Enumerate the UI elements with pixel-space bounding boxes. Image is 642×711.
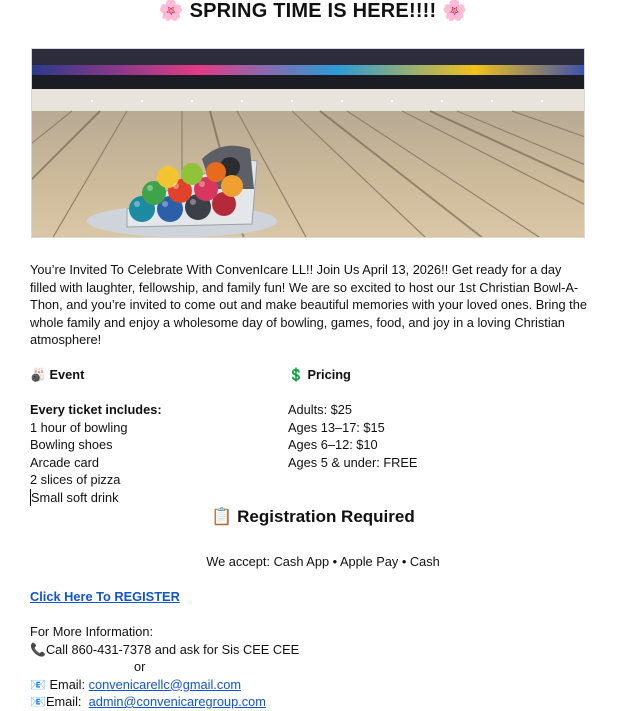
registration-heading: 📋 Registration Required — [211, 507, 415, 526]
list-item: 2 slices of pizza — [30, 472, 121, 487]
event-heading: 🎳 Event — [30, 367, 85, 382]
pricing-section — [288, 366, 588, 471]
payment-methods: We accept: Cash App • Apple Pay • Cash — [206, 554, 440, 569]
pricing-list — [288, 401, 588, 471]
register-link-wrap — [30, 588, 180, 606]
pricing-heading: 💲 Pricing — [288, 367, 351, 382]
list-item: Ages 6–12: $10 — [288, 437, 378, 452]
email-link-admin[interactable]: admin@convenicaregroup.com — [88, 694, 266, 709]
cherry-blossom-icon: 🌸 — [158, 0, 184, 22]
page-title — [0, 0, 626, 22]
email-icon: 📧 — [30, 676, 46, 692]
list-item: Small soft drink — [30, 489, 280, 507]
dollar-icon: 💲 — [288, 367, 304, 382]
contact-section — [30, 623, 299, 711]
event-section — [30, 366, 280, 506]
contact-label: For More Information: — [30, 624, 154, 639]
bowling-icon: 🎳 — [30, 367, 46, 382]
hero-image — [31, 48, 585, 238]
phone-icon: 📞 — [30, 641, 46, 657]
list-item: Bowling shoes — [30, 437, 113, 452]
ticket-includes-label: Every ticket includes: — [30, 402, 162, 417]
email-line-2: 📧Email: admin@convenicaregroup.com — [30, 694, 266, 709]
email-icon: 📧 — [30, 694, 46, 709]
or-line: or — [134, 659, 146, 674]
list-item: Adults: $25 — [288, 402, 353, 417]
phone-line: 📞Call 860-431-7378 and ask for Sis CEE CEE — [30, 641, 300, 657]
email-link-gmail[interactable]: convenicarellc@gmail.com — [88, 676, 242, 692]
list-item: 1 hour of bowling — [30, 419, 128, 435]
clipboard-icon: 📋 — [211, 507, 233, 526]
email-line-1: 📧 Email: convenicarellc@gmail.com — [30, 676, 242, 692]
page-title-text: SPRING TIME IS HERE!!!! — [189, 0, 437, 22]
list-item: Arcade card — [30, 454, 99, 470]
list-item: Ages 5 & under: FREE — [288, 454, 418, 470]
ticket-includes-list — [30, 419, 280, 507]
register-link[interactable]: Click Here To REGISTER — [30, 589, 180, 604]
cherry-blossom-icon: 🌸 — [442, 0, 468, 22]
intro-paragraph: You’re Invited To Celebrate With ConvenIcare LL!! Join Us April 13, 2026!! Get ready for a day filled with laughter, fellowship, and family fun! We are so excited to host our 1st Christian Bowl-A-Thon, and you’re invited to come out and make beautiful memories with your loved ones. Bring the whole family and enjoy a wholesome day of bowling, games, food, and joy in a loving Christian atmosphere! — [30, 262, 587, 347]
list-item: Ages 13–17: $15 — [288, 419, 385, 435]
